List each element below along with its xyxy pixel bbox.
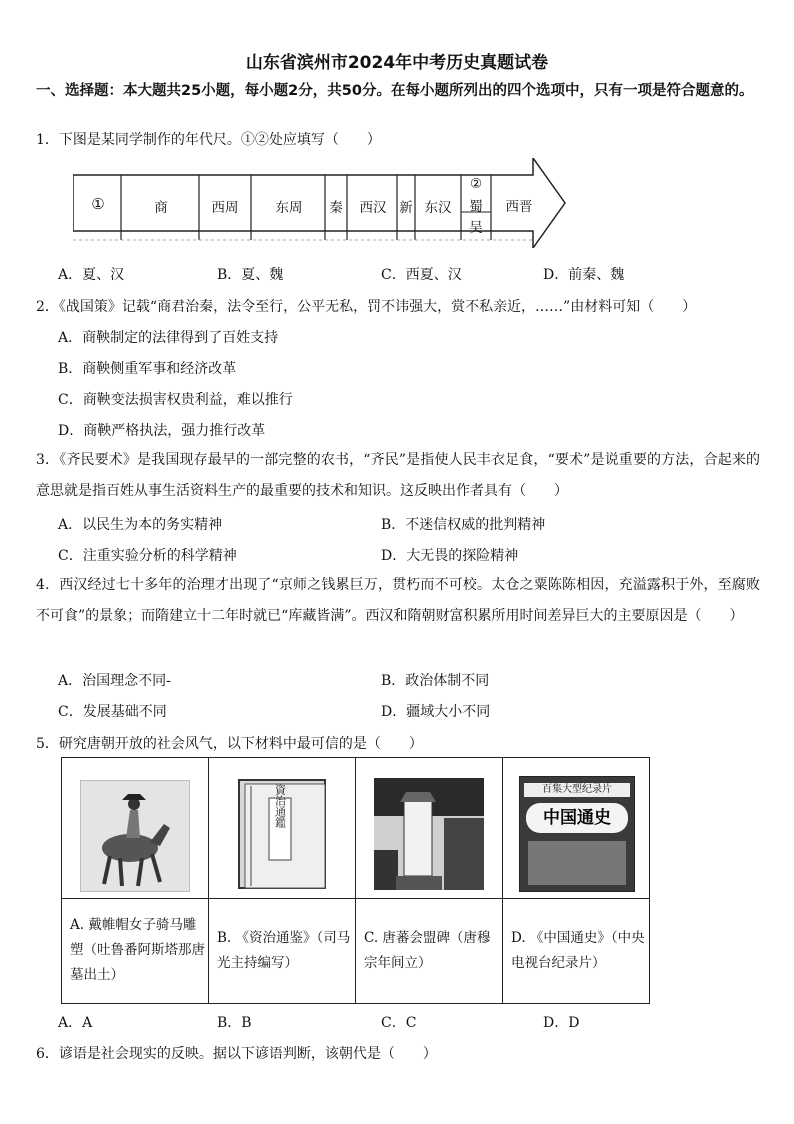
timeline-eastern-zhou: 东周 xyxy=(275,200,303,216)
book-cover-title: 資治通鑑 xyxy=(273,784,287,828)
q5-caption-cell-b xyxy=(209,899,356,1004)
documentary-poster-image xyxy=(519,776,635,892)
q6-stem: 6．谚语是社会现实的反映。据以下谚语判断，该朝代是（ ） xyxy=(36,1046,437,1062)
q5-caption-cell-c xyxy=(356,899,503,1004)
q5-caption-c: C. 唐蕃会盟碑（唐穆宗年间立） xyxy=(364,930,491,971)
q5-caption-cell-d xyxy=(503,899,650,1004)
tang-tibet-alliance-stele-image xyxy=(374,778,484,890)
timeline-shu: 蜀 xyxy=(469,199,483,215)
q4-option-b[interactable]: B．政治体制不同 xyxy=(381,673,490,689)
section-heading: 一、选择题：本大题共25小题，每小题2分，共50分。在每小题所列出的四个选项中，只有一项是符合题意的。 xyxy=(36,83,754,99)
q5-option-a[interactable]: A．A xyxy=(58,1015,93,1031)
q3-option-d[interactable]: D．大无畏的探险精神 xyxy=(381,548,519,564)
book-zizhi-tongjian-image xyxy=(229,776,335,892)
timeline-slot-1: ① xyxy=(91,195,105,213)
timeline-western-zhou: 西周 xyxy=(211,200,239,216)
q4-stem: 4．西汉经过七十多年的治理才出现了“京师之钱累巨万，贯朽而不可校。太仓之粟陈陈相因，充溢露积于外，至腐败不可食”的景象；而隋建立十二年时就已“库藏皆满”。西汉和隋朝财富积累所用时间差异巨大的主要原因是（ ） xyxy=(36,577,760,624)
q3-option-c[interactable]: C．注重实验分析的科学精神 xyxy=(58,548,237,564)
timeline-slot-2: ② xyxy=(469,176,483,192)
q1-stem: 1．下图是某同学制作的年代尺。①②处应填写（ ） xyxy=(36,132,381,148)
q1-option-c[interactable]: C．西夏、汉 xyxy=(381,267,462,283)
q5-caption-cell-a xyxy=(62,899,209,1004)
timeline-western-jin: 西晋 xyxy=(505,199,533,215)
q5-caption-d: D. 《中国通史》（中央电视台纪录片） xyxy=(511,930,645,971)
q1-option-b[interactable]: B．夏、魏 xyxy=(217,267,284,283)
timeline-wu: 吴 xyxy=(469,220,483,236)
poster-title: 中国通史 xyxy=(526,803,628,833)
q5-material-table xyxy=(61,757,650,1004)
q3-option-a[interactable]: A．以民生为本的务实精神 xyxy=(58,517,223,533)
q3-option-b[interactable]: B．不迷信权威的批判精神 xyxy=(381,517,546,533)
timeline-shang: 商 xyxy=(154,200,168,216)
q2-option-d[interactable]: D．商鞅严格执法，强力推行改革 xyxy=(58,423,266,439)
q4-option-c[interactable]: C．发展基础不同 xyxy=(58,704,167,720)
q1-option-a[interactable]: A．夏、汉 xyxy=(58,267,125,283)
poster-scene xyxy=(528,841,626,885)
timeline-xin: 新 xyxy=(399,200,413,216)
q5-image-cell-c xyxy=(356,758,503,899)
q4-option-a[interactable]: A．治国理念不同- xyxy=(58,673,171,689)
q1-option-d[interactable]: D．前秦、魏 xyxy=(543,267,625,283)
q1-timeline xyxy=(73,158,573,248)
q2-option-a[interactable]: A．商鞅制定的法律得到了百姓支持 xyxy=(58,330,279,346)
q5-option-c[interactable]: C．C xyxy=(381,1015,417,1031)
horse-rider-figurine-image xyxy=(80,780,190,892)
q3-stem: 3．《齐民要术》是我国现存最早的一部完整的农书，“齐民”是指使人民丰衣足食，“要术”是说重要的方法，合起来的意思就是指百姓从事生活资料生产的最重要的技术和知识。这反映出作者具有（ ） xyxy=(36,452,760,499)
q5-caption-b: B. 《资治通鉴》（司马光主持编写） xyxy=(217,930,351,971)
q5-option-b[interactable]: B．B xyxy=(217,1015,252,1031)
q5-image-cell-d xyxy=(503,758,650,899)
q5-option-d[interactable]: D．D xyxy=(543,1015,580,1031)
q5-image-cell-a xyxy=(62,758,209,899)
q2-option-b[interactable]: B．商鞅侧重军事和经济改革 xyxy=(58,361,237,377)
q5-image-cell-b xyxy=(209,758,356,899)
q5-caption-a: A. 戴帷帽女子骑马雕塑（吐鲁番阿斯塔那唐墓出土） xyxy=(70,917,205,983)
poster-subtitle: 百集大型纪录片 xyxy=(524,783,630,797)
exam-title: 山东省滨州市2024年中考历史真题试卷 xyxy=(245,53,549,73)
timeline-eastern-han: 东汉 xyxy=(424,200,452,216)
q4-option-d[interactable]: D．疆域大小不同 xyxy=(381,704,491,720)
q2-option-c[interactable]: C．商鞅变法损害权贵利益，难以推行 xyxy=(58,392,293,408)
timeline-western-han: 西汉 xyxy=(359,200,387,216)
q5-stem: 5．研究唐朝开放的社会风气，以下材料中最可信的是（ ） xyxy=(36,736,423,752)
q2-stem: 2．《战国策》记载“商君治秦，法令至行，公平无私，罚不讳强大，赏不私亲近，……”由材料可知（ ） xyxy=(36,299,697,315)
timeline-qin: 秦 xyxy=(329,200,343,216)
